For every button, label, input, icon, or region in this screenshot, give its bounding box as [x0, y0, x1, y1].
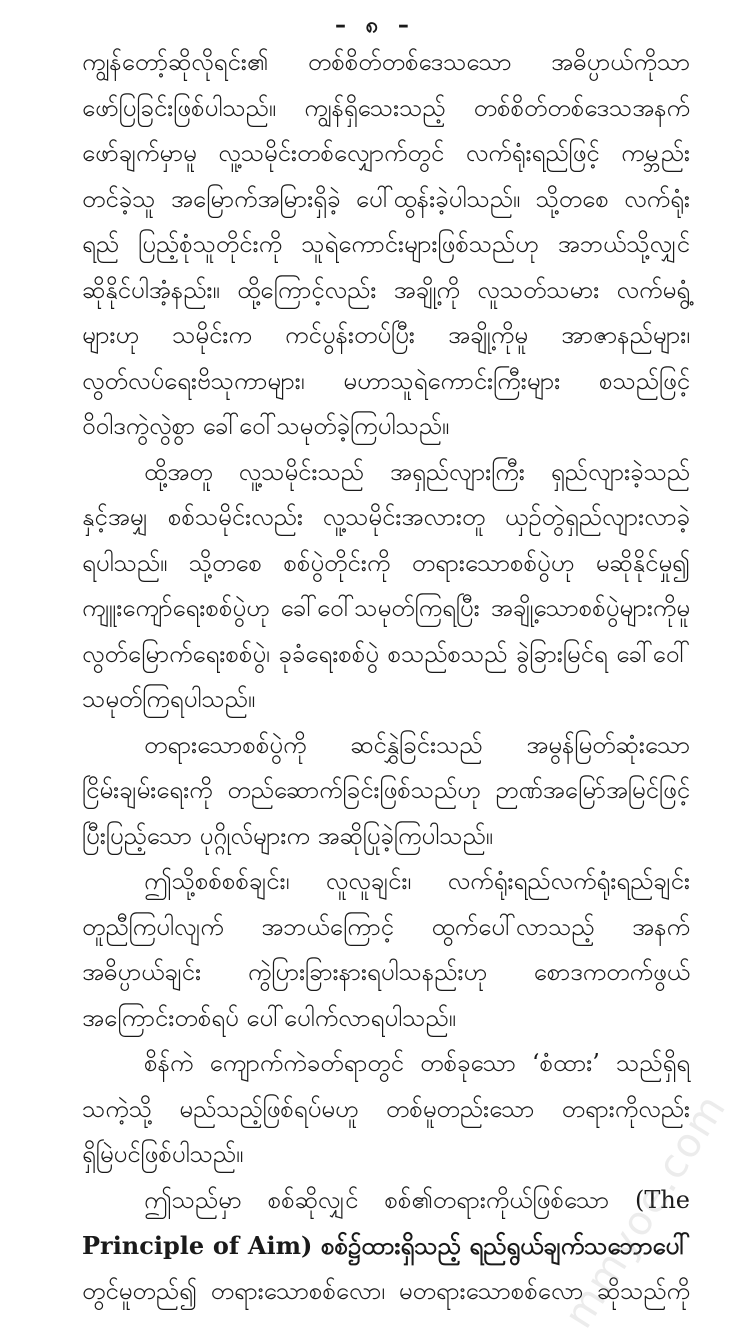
text-line: တူညီကြပါလျက် အဘယ်ကြောင့် ထွက်ပေါ်လာသည့် အနက်: [82, 912, 690, 941]
text-line: တွင်မူတည်၍ တရားသောစစ်လော၊ မတရားသောစစ်လော ဆိုသည်ကို: [82, 1276, 690, 1305]
text-line: ဝိဝါဒကွဲလွဲစွာ ခေါ်ဝေါ်သမုတ်ခဲ့ကြပါသည်။: [82, 412, 450, 440]
text-line: ကျွန်တော့်ဆိုလိုရင်း၏ တစ်စိတ်တစ်ဒေသသော အဓိပ္ပာယ်ကိုသာ: [82, 48, 690, 76]
text-line: တရားသောစစ်ပွဲကို ဆင်နွှဲခြင်းသည် အမွန်မြတ်ဆုံးသော: [144, 730, 690, 759]
text-line: စိန်ကဲ ကျောက်ကဲခတ်ရာတွင် တစ်ခုသော ‘စံထား’ သည်ရှိရ: [144, 1049, 690, 1077]
text-line: ဖော်ချက်မှာမူ လူ့သမိုင်းတစ်လျှောက်တွင် လက်ရုံးရည်ဖြင့် ကမ္ဘည်း: [82, 139, 690, 167]
text-line: ဆိုနိုင်ပါအံ့နည်း။ ထို့ကြောင့်လည်း အချို့ကို လူသတ်သမား လက်မရွံ့: [82, 275, 690, 304]
page-number: – ၈ –: [335, 13, 415, 38]
text-line: ရပါသည်။ သို့တစေ စစ်ပွဲတိုင်းကို တရားသောစစ်ပွဲဟု မဆိုနိုင်မှု၍: [82, 548, 690, 577]
text-line: တင်ခဲ့သူ အမြောက်အမြားရှိခဲ့ ပေါ်ထွန်းခဲ့ပါသည်။ သို့တစေ လက်ရုံး: [82, 184, 690, 213]
text-line: ဖော်ပြခြင်းဖြစ်ပါသည်။ ကျွန်ရှိသေးသည့် တစ်စိတ်တစ်ဒေသအနက်: [82, 93, 690, 122]
text-line: အဓိပ္ပာယ်ချင်း ကွဲပြားခြားနားရပါသနည်းဟု စောဒကတက်ဖွယ်: [82, 958, 690, 986]
watermark: mmyoe.com: [555, 1085, 736, 1336]
text-line: နှင့်အမျှ စစ်သမိုင်းလည်း လူ့သမိုင်းအလားတူ ယှဉ်တွဲရှည်လျားလာခဲ့: [82, 503, 690, 531]
text-line: ဤသည်မှာ စစ်ဆိုလျှင် စစ်၏တရားကိုယ်ဖြစ်သော (The: [144, 1185, 690, 1214]
text-line: ကျူးကျော်ရေးစစ်ပွဲဟု ခေါ်ဝေါ်သမုတ်ကြရပြီး အချို့သောစစ်ပွဲများကိုမူ: [82, 594, 690, 622]
text-line: လွတ်မြောက်ရေးစစ်ပွဲ၊ ခုခံရေးစစ်ပွဲ စသည်စသည် ခွဲခြားမြင်ရ ခေါ်ဝေါ်: [82, 639, 690, 668]
paragraph-4: [82, 859, 690, 1041]
text-line: ရည် ပြည့်စုံသူတိုင်းကို သူရဲကောင်းများဖြစ်သည်ဟု အဘယ်သို့လျှင်: [82, 230, 690, 258]
text-line: အကြောင်းတစ်ရပ် ပေါ်ပေါက်လာရပါသည်။: [82, 1003, 456, 1032]
paragraph-1: [82, 40, 690, 450]
text-line: များဟု သမိုင်းက ကင်ပွန်းတပ်ပြီး အချို့ကိုမူ အာဇာနည်များ၊: [82, 321, 690, 349]
text-line: ဤသို့စစ်စစ်ချင်း၊ လူလူချင်း၊ လက်ရုံးရည်လက်ရုံးရည်ချင်း: [144, 867, 690, 895]
paragraph-3: [82, 723, 690, 860]
body-text: [82, 40, 690, 1314]
paragraph-5: [82, 1041, 690, 1178]
text-line: သမုတ်ကြရပါသည်။: [82, 685, 256, 713]
paragraph-2: [82, 450, 690, 723]
text-line: လွတ်လပ်ရေးဗိသုကာများ၊ မဟာသူရဲကောင်းကြီးများ စသည်ဖြင့်: [82, 366, 690, 395]
text-line: ပြီးပြည့်သော ပုဂ္ဂိုလ်များက အဆိုပြုခဲ့ကြပါသည်။: [82, 821, 493, 850]
text-line: သကဲ့သို့ မည်သည့်ဖြစ်ရပ်မဟူ တစ်မူတည်းသော တရားကိုလည်း: [82, 1094, 690, 1123]
text-line: ထို့အတူ လူ့သမိုင်းသည် အရှည်လျားကြီး ရှည်လျားခဲ့သည်: [144, 457, 690, 486]
text-line: ရှိမြဲပင်ဖြစ်ပါသည်။: [82, 1140, 244, 1168]
text-line: ငြိမ်းချမ်းရေးကို တည်ဆောက်ခြင်းဖြစ်သည်ဟု ဉာဏ်အမြော်အမြင်ဖြင့်: [82, 776, 690, 804]
text-line: Principle of Aim) စစ်၌ထားရှိသည့် ရည်ရွယ်ချက်သဘောပေါ်: [82, 1231, 690, 1260]
